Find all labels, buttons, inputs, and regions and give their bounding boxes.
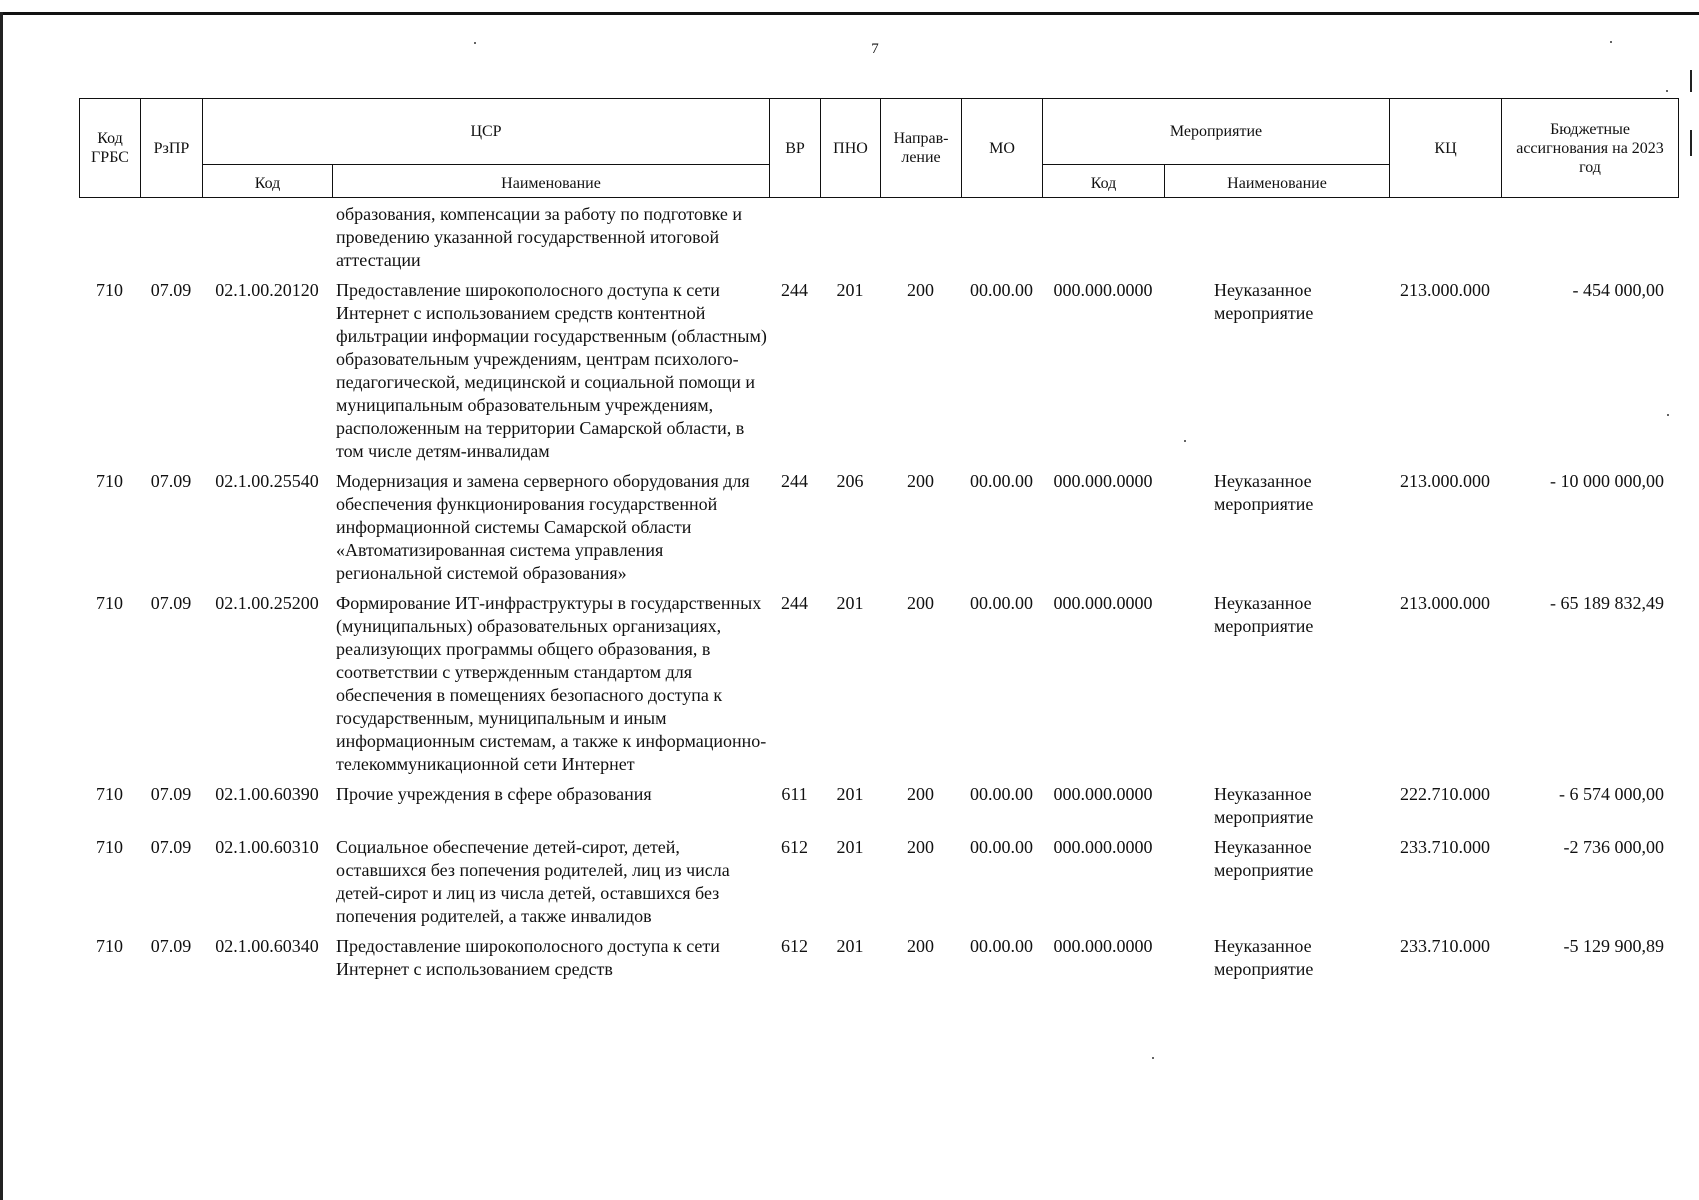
cell-meropr-name: Неуказанное мероприятие — [1214, 280, 1314, 323]
continuation-text: образования, компенсации за работу по подготовке и проведению указанной государственной итоговой аттестации — [336, 204, 742, 270]
cell-csr-name: Социальное обеспечение детей-сирот, детей, оставшихся без попечения родителей, лиц из числа детей-сирот и лиц из числа детей, оставшихся без попечения родителей, а также инвалидов — [336, 837, 730, 926]
cell-grbs: 710 — [96, 471, 123, 491]
cell-csr-name: Прочие учреждения в сфере образования — [336, 784, 652, 804]
cell-napravlenie: 200 — [907, 471, 934, 491]
page-number: 7 — [871, 41, 879, 57]
cell-napravlenie: 200 — [907, 784, 934, 804]
cell-csr-kod: 02.1.00.25540 — [215, 471, 319, 491]
cell-kc: 213.000.000 — [1400, 280, 1490, 300]
cell-mo: 00.00.00 — [970, 936, 1033, 956]
header-napravlenie: Направ- ление — [881, 99, 962, 198]
cell-grbs: 710 — [96, 280, 123, 300]
cell-grbs: 710 — [96, 784, 123, 804]
scan-speck — [1152, 1057, 1154, 1059]
cell-budget: - 10 000 000,00 — [1550, 471, 1664, 491]
cell-budget: -5 129 900,89 — [1563, 936, 1664, 956]
header-pno: ПНО — [821, 99, 881, 198]
table-header — [79, 98, 1679, 198]
cell-grbs: 710 — [96, 593, 123, 613]
cell-mo: 00.00.00 — [970, 593, 1033, 613]
table-row — [79, 592, 1678, 783]
header-csr: ЦСР — [203, 99, 770, 165]
cell-csr-kod: 02.1.00.60390 — [215, 784, 319, 804]
cell-vr: 244 — [781, 593, 808, 613]
table-row — [79, 279, 1678, 470]
cell-vr: 244 — [781, 280, 808, 300]
cell-kc: 233.710.000 — [1400, 936, 1490, 956]
cell-grbs: 710 — [96, 837, 123, 857]
header-kod-grbs: Код ГРБС — [80, 99, 141, 198]
cell-pno: 201 — [836, 936, 864, 956]
cell-vr: 612 — [781, 837, 808, 857]
header-meropr-name: Наименование — [1165, 165, 1390, 198]
cell-kc: 233.710.000 — [1400, 837, 1490, 857]
cell-meropr-kod: 000.000.0000 — [1053, 593, 1153, 613]
scan-edge-mark — [1690, 130, 1692, 156]
cell-napravlenie: 200 — [907, 280, 934, 300]
cell-rzpr: 07.09 — [150, 784, 192, 804]
cell-grbs: 710 — [96, 936, 123, 956]
cell-rzpr: 07.09 — [150, 936, 192, 956]
table-row — [79, 470, 1678, 592]
cell-rzpr: 07.09 — [150, 471, 192, 491]
cell-vr: 244 — [781, 471, 808, 491]
cell-vr: 611 — [781, 784, 808, 804]
cell-meropr-name: Неуказанное мероприятие — [1214, 936, 1314, 979]
cell-kc: 213.000.000 — [1400, 593, 1490, 613]
cell-vr: 612 — [781, 936, 808, 956]
cell-mo: 00.00.00 — [970, 280, 1033, 300]
cell-meropr-name: Неуказанное мероприятие — [1214, 471, 1314, 514]
cell-csr-name: Предоставление широкополосного доступа к сети Интернет с использованием средств контентной фильтрации информации государственным (областным) образовательным учреждениям, центрам психолого-педагогической, медицинской и социальной помощи и муниципальным образовательным учреждениям, расположенным на территории Самарской области, в том числе детям-инвалидам — [336, 280, 767, 461]
cell-napravlenie: 200 — [907, 936, 934, 956]
header-mo: МО — [962, 99, 1043, 198]
cell-kc: 213.000.000 — [1400, 471, 1490, 491]
cell-pno: 201 — [836, 593, 864, 613]
cell-kc: 222.710.000 — [1400, 784, 1490, 804]
cell-mo: 00.00.00 — [970, 837, 1033, 857]
cell-mo: 00.00.00 — [970, 784, 1033, 804]
cell-csr-name: Предоставление широкополосного доступа к сети Интернет с использованием средств — [336, 936, 720, 979]
cell-meropr-kod: 000.000.0000 — [1053, 837, 1153, 857]
header-csr-name: Наименование — [333, 165, 770, 198]
cell-napravlenie: 200 — [907, 593, 934, 613]
cell-pno: 201 — [836, 837, 864, 857]
table-row — [79, 935, 1678, 988]
cell-csr-name: Модернизация и замена серверного оборудования для обеспечения функционирования государственной информационной системы Самарской области «Автоматизированная система управления региональной системой образования» — [336, 471, 750, 583]
cell-meropr-name: Неуказанное мероприятие — [1214, 593, 1314, 636]
scan-top-border — [0, 12, 1699, 15]
cell-rzpr: 07.09 — [150, 280, 192, 300]
cell-rzpr: 07.09 — [150, 837, 192, 857]
cell-meropr-kod: 000.000.0000 — [1053, 784, 1153, 804]
header-rzpr: РзПР — [141, 99, 203, 198]
cell-csr-kod: 02.1.00.60310 — [215, 837, 319, 857]
cell-rzpr: 07.09 — [150, 593, 192, 613]
header-csr-kod: Код — [203, 165, 333, 198]
cell-budget: -2 736 000,00 — [1563, 837, 1664, 857]
cell-meropr-name: Неуказанное мероприятие — [1214, 837, 1314, 880]
cell-csr-name: Формирование ИТ-инфраструктуры в государственных (муниципальных) образовательных организациях, реализующих программы общего образования, в соответствии с утвержденным стандартом для обеспечения в помещениях безопасного доступа к государственным, муниципальным и иным информационным системам, а также к информационно-телекоммуникационной сети Интернет — [336, 593, 767, 774]
table-row — [79, 783, 1678, 836]
cell-pno: 201 — [836, 784, 864, 804]
continuation-row — [79, 203, 1678, 279]
cell-meropr-kod: 000.000.0000 — [1053, 280, 1153, 300]
scan-left-border — [0, 12, 3, 1200]
header-budget: Бюджетные ассигнования на 2023 год — [1502, 99, 1679, 198]
cell-budget: - 6 574 000,00 — [1559, 784, 1664, 804]
cell-meropr-kod: 000.000.0000 — [1053, 936, 1153, 956]
cell-pno: 201 — [836, 280, 864, 300]
cell-meropr-kod: 000.000.0000 — [1053, 471, 1153, 491]
cell-mo: 00.00.00 — [970, 471, 1033, 491]
cell-napravlenie: 200 — [907, 837, 934, 857]
scan-speck — [1666, 90, 1668, 92]
cell-pno: 206 — [836, 471, 864, 491]
cell-budget: - 454 000,00 — [1572, 280, 1664, 300]
cell-csr-kod: 02.1.00.60340 — [215, 936, 319, 956]
cell-csr-kod: 02.1.00.25200 — [215, 593, 319, 613]
table-row — [79, 836, 1678, 935]
scan-edge-mark — [1690, 70, 1692, 92]
header-meropr-kod: Код — [1043, 165, 1165, 198]
cell-csr-kod: 02.1.00.20120 — [215, 280, 319, 300]
header-vr: ВР — [770, 99, 821, 198]
header-meropriyatie: Мероприятие — [1043, 99, 1390, 165]
header-kc: КЦ — [1390, 99, 1502, 198]
budget-table — [79, 203, 1678, 988]
cell-budget: - 65 189 832,49 — [1550, 593, 1664, 613]
cell-meropr-name: Неуказанное мероприятие — [1214, 784, 1314, 827]
